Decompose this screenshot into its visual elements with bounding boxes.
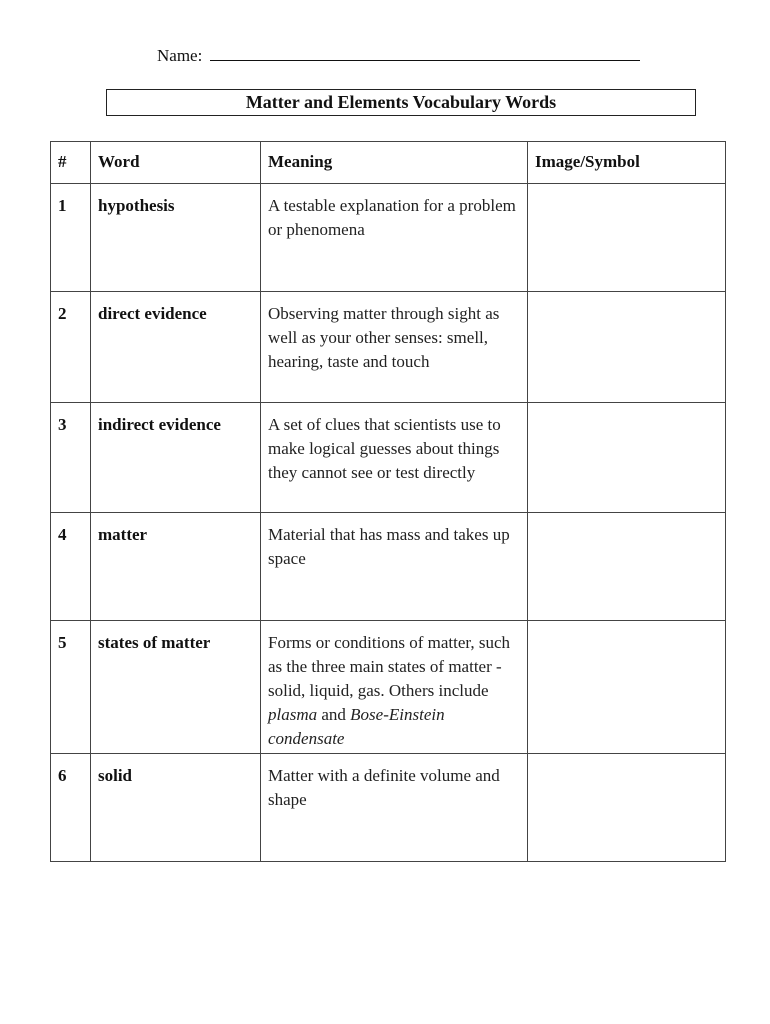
row-number: 1 [51, 184, 91, 292]
row-meaning [261, 621, 528, 754]
row-meaning: Material that has mass and takes up space [261, 513, 528, 621]
column-header-number: # [51, 142, 91, 184]
column-header-word: Word [91, 142, 261, 184]
table-header-row [51, 142, 726, 184]
table-row [51, 621, 726, 754]
table-row [51, 754, 726, 862]
row-meaning: Observing matter through sight as well as your other senses: smell, hearing, taste and touch [261, 292, 528, 403]
table-row [51, 292, 726, 403]
meaning-text: Forms or conditions of matter, such as the three main states of matter - solid, liquid, gas. Others include [268, 633, 511, 700]
meaning-italic-bec: Bose-Einstein condensate [268, 705, 445, 748]
name-label: Name: [157, 46, 203, 65]
meaning-italic-plasma: plasma [268, 705, 318, 724]
row-word: indirect evidence [91, 403, 261, 513]
row-word: hypothesis [91, 184, 261, 292]
row-image-cell[interactable] [528, 403, 726, 513]
row-word: solid [91, 754, 261, 862]
row-image-cell[interactable] [528, 621, 726, 754]
column-header-image: Image/Symbol [528, 142, 726, 184]
row-image-cell[interactable] [528, 292, 726, 403]
meaning-and: and [321, 705, 346, 724]
row-image-cell[interactable] [528, 754, 726, 862]
row-number: 2 [51, 292, 91, 403]
row-word: states of matter [91, 621, 261, 754]
table-row [51, 184, 726, 292]
vocabulary-table [50, 141, 726, 862]
row-meaning: Matter with a definite volume and shape [261, 754, 528, 862]
row-number: 5 [51, 621, 91, 754]
table-row [51, 403, 726, 513]
name-input-line[interactable] [210, 46, 640, 61]
row-number: 3 [51, 403, 91, 513]
row-number: 6 [51, 754, 91, 862]
row-meaning: A testable explanation for a problem or phenomena [261, 184, 528, 292]
row-word: direct evidence [91, 292, 261, 403]
row-meaning: A set of clues that scientists use to make logical guesses about things they cannot see or test directly [261, 403, 528, 513]
row-word: matter [91, 513, 261, 621]
column-header-meaning: Meaning [261, 142, 528, 184]
row-number: 4 [51, 513, 91, 621]
row-image-cell[interactable] [528, 513, 726, 621]
name-line [157, 46, 657, 66]
worksheet-title: Matter and Elements Vocabulary Words [106, 89, 696, 116]
table-row [51, 513, 726, 621]
row-image-cell[interactable] [528, 184, 726, 292]
